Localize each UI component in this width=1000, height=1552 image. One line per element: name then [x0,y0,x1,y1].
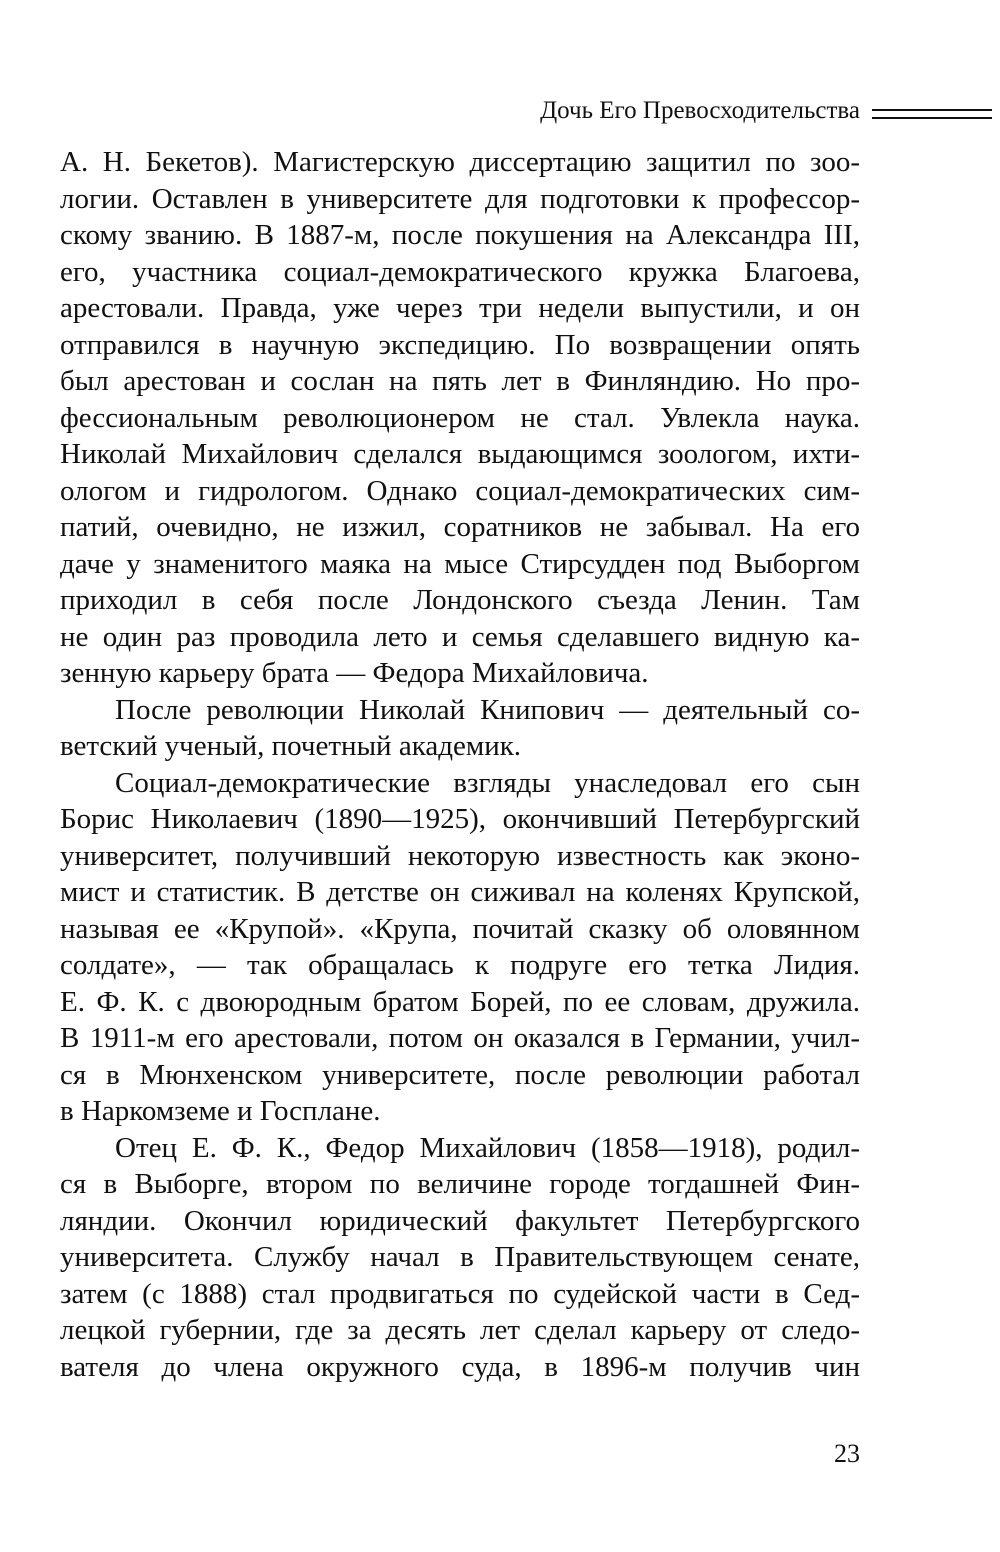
text-line: логии. Оставлен в университете для подготовки к профессор- [60,182,860,215]
paragraph [60,765,860,1130]
text-line: Борис Николаевич (1890—1925), окончивший Петербургский [60,803,860,835]
text-line: После революции Николай Книпович — деятельный со- [115,693,860,726]
text-line: В 1911-м его арестовали, потом он оказался в Германии, учил- [60,1022,860,1054]
body-text [60,144,860,1385]
text-line: фессиональным революционером не стал. Увлекла наука. [60,401,860,434]
text-line: вателя до члена окружного суда, в 1896-м получив чин [60,1350,860,1383]
text-line: университет, получивший некоторую известность как эконо- [60,839,860,872]
text-line: ся в Мюнхенском университете, после революции работал [60,1058,860,1091]
header-double-rule [872,109,992,119]
text-line: отправился в научную экспедицию. По возвращении опять [60,328,860,361]
text-line: арестовали. Правда, уже через три недели выпустили, и он [60,292,860,324]
text-line: ся в Выборге, втором по величине городе тогдашней Фин- [60,1168,860,1200]
text-line: скому званию. В 1887-м, после покушения на Александра III, [60,219,860,251]
paragraph [60,1130,860,1386]
text-line: затем (с 1888) стал продвигаться по судейской части в Сед- [60,1277,860,1310]
text-line: был арестован и сослан на пять лет в Финляндию. Но про- [60,365,860,397]
text-line: А. Н. Бекетов). Магистерскую диссертацию защитил по зоо- [60,146,860,178]
text-line: зенную карьеру брата — Федора Михайловича. [60,657,649,689]
text-line: патий, очевидно, не изжил, соратников не забывал. На его [60,511,860,543]
text-line: солдате», — так обращалась к подруге его тетка Лидия. [60,949,860,981]
paragraph [60,144,860,692]
text-line: ветский ученый, почетный академик. [60,730,522,762]
text-line: в Наркомземе и Госплане. [60,1095,381,1127]
text-line: приходил в себя после Лондонского съезда Ленин. Там [60,584,860,616]
text-line: ологом и гидрологом. Однако социал-демократических сим- [60,474,860,507]
running-header [0,94,1000,130]
text-line: Отец Е. Ф. К., Федор Михайлович (1858—1918), родил- [115,1131,860,1164]
header-title: Дочь Его Превосходительства [540,97,860,124]
text-line: университета. Службу начал в Правительствующем сенате, [60,1241,860,1273]
paragraph [60,692,860,765]
text-line: ляндии. Окончил юридический факультет Петербургского [60,1204,860,1237]
text-line: Социал-демократические взгляды унаследовал его сын [115,766,860,799]
text-line: его, участника социал-демократического кружка Благоева, [60,255,860,288]
page-number: 23 [834,1439,860,1468]
text-line: не один раз проводила лето и семья сделавшего видную ка- [60,620,860,653]
text-line: лецкой губернии, где за десять лет сделал карьеру от следо- [60,1314,860,1346]
text-line: Е. Ф. К. с двоюродным братом Борей, по ее словам, дружила. [60,985,860,1018]
text-line: даче у знаменитого маяка на мысе Стирсудден под Выборгом [60,547,860,580]
text-line: Николай Михайлович сделался выдающимся зоологом, ихти- [60,438,860,470]
text-line: мист и статистик. В детстве он сиживал на коленях Крупской, [60,876,860,908]
text-line: называя ее «Крупой». «Крупа, почитай сказку об оловянном [60,912,860,945]
